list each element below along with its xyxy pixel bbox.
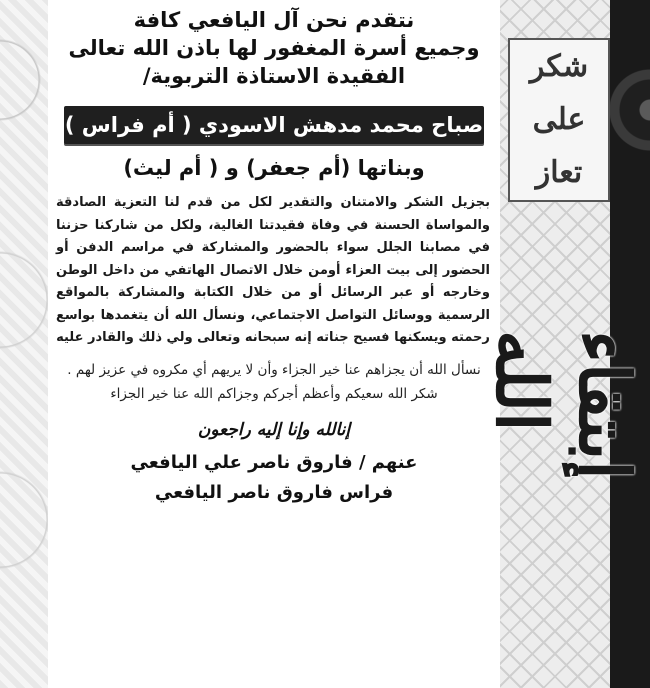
thanks-box	[508, 38, 610, 202]
prayer-paragraph: نسأل الله أن يجزاهم عنا خير الجزاء وأن لا يريهم أي مكروه في عزيز لهم . شكر الله سعيكم وأعظم أجركم وجزاكم الله عنا خير الجزاء	[67, 361, 481, 402]
vertical-title: إبتقاء الله	[480, 330, 646, 480]
quran-phrase: إنالله وإنا إليه راجعون	[197, 419, 351, 440]
header-line-1: نتقدم نحن آل اليافعي كافة	[133, 8, 415, 32]
daughters-line: وبناتها (أم جعفر) و ( أم ليث)	[123, 156, 425, 180]
left-ornament	[0, 0, 48, 688]
thanks-paragraph: بجزيل الشكر والامتنان والتقدير لكل من قدم لنا التعزية الصادقة والمواساة الحسنة في وفاة فقيدتنا الغالية، ولكل من شاركنا حزننا في مصابنا الجلل سواء بالحضور والمشاركة في مراسم الدفن أو الحضور إلى بيت العزاء أومن خلال الاتصال الهاتفي من داخل الوطن وخارجه أو عبر الرسائل أو من خلال الكتابة والمشاركة بالمواقع الرسمية ووسائل التواصل الاجتماعي، ونسأل الله أن يتغمدها بواسع رحمته ويسكنها فسيح جناته إنه سبحانه وتعالى ولي ذلك والقادر عليه	[56, 195, 490, 345]
thanks-box-word-2: على	[532, 101, 586, 137]
header-line-3: الفقيدة الاستاذة التربوية/	[142, 64, 406, 88]
header-line-2: وجميع أسرة المغفور لها باذن الله تعالى	[68, 36, 480, 60]
signature-line-1: عنهم / فاروق ناصر علي اليافعي	[130, 451, 418, 473]
deceased-name-bar: صباح محمد مدهش الاسودي ( أم فراس )	[64, 106, 484, 144]
thanks-box-word-1: شكر	[529, 48, 589, 84]
signature-line-2: فراس فاروق ناصر اليافعي	[154, 481, 394, 503]
thanks-box-word-3: تعاز	[535, 155, 583, 191]
main-content	[50, 0, 498, 688]
